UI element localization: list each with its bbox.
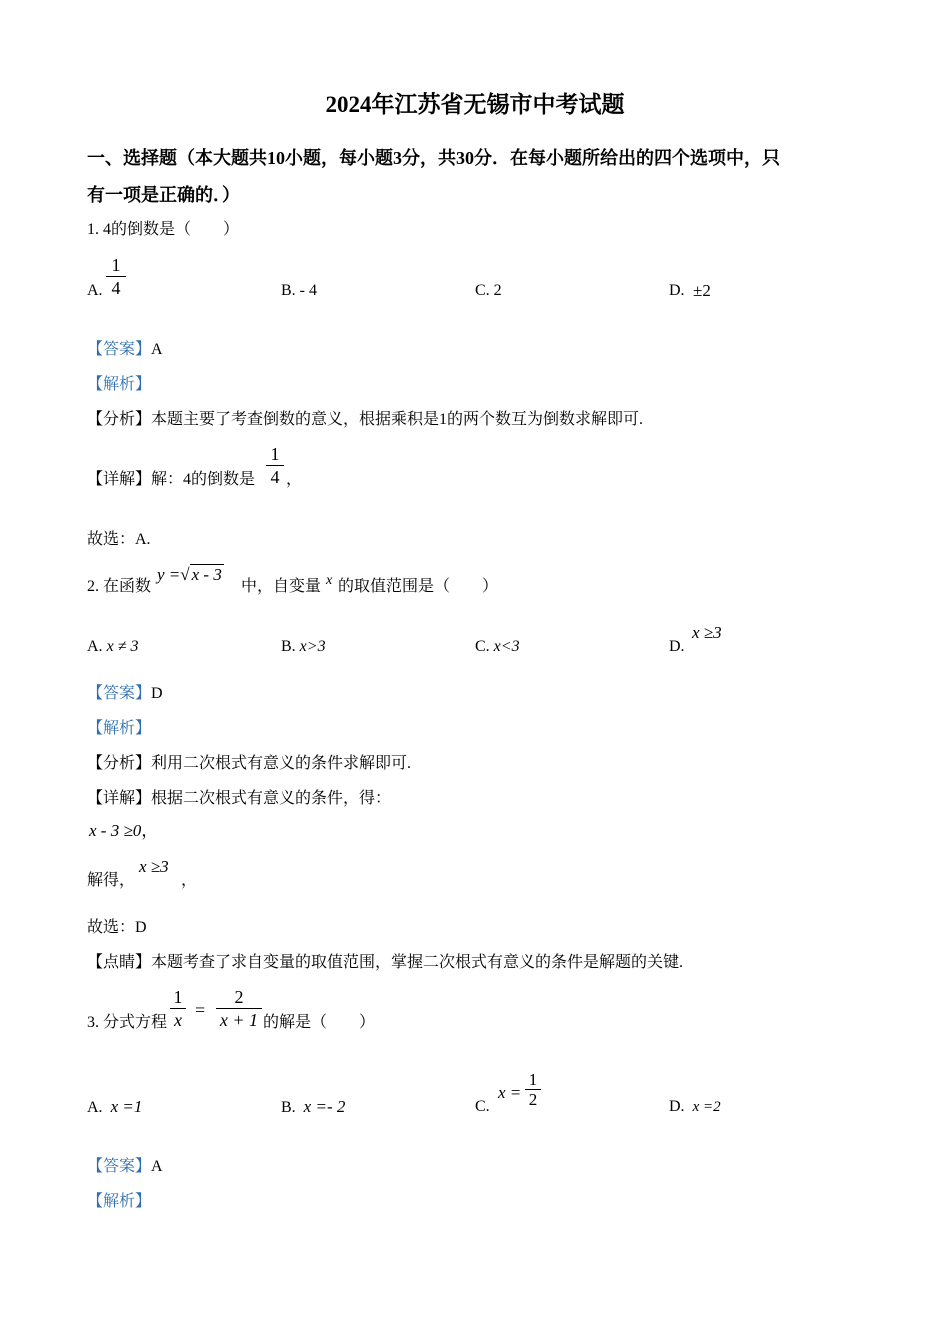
q3-lhs-fraction bbox=[170, 986, 186, 1031]
option-label: D. bbox=[669, 1098, 685, 1115]
answer-tag: 【答案】 bbox=[87, 1158, 152, 1175]
q2-option-b bbox=[281, 637, 326, 657]
dianjing-tag: 【点睛】 bbox=[87, 954, 152, 971]
q1-answer bbox=[87, 340, 163, 360]
fenxi-tag: 【分析】 bbox=[87, 411, 152, 428]
fraction-numerator: 1 bbox=[528, 1070, 538, 1089]
fenxi-tag: 【分析】 bbox=[87, 755, 152, 772]
q2-variable: x bbox=[326, 573, 333, 588]
q1-option-a-fraction bbox=[106, 254, 126, 299]
q1-analysis-tag: 【解析】 bbox=[87, 376, 152, 393]
q1-xiangjie bbox=[87, 470, 255, 490]
q3-option-c-lhs: x = bbox=[498, 1083, 522, 1102]
q2-answer bbox=[87, 684, 163, 704]
option-value: x ≠ 3 bbox=[106, 638, 139, 655]
q2-step1 bbox=[89, 821, 158, 841]
option-value: x<3 bbox=[493, 638, 520, 655]
answer-tag: 【答案】 bbox=[87, 341, 152, 358]
option-value: x>3 bbox=[299, 638, 326, 655]
q3-option-a bbox=[87, 1097, 142, 1118]
function-lhs: y = bbox=[157, 565, 181, 584]
q2-option-a bbox=[87, 637, 138, 657]
q2-function bbox=[157, 565, 224, 585]
answer-value: A bbox=[151, 1158, 163, 1175]
q2-step2-tail: ， bbox=[181, 872, 198, 889]
q3-stem-pre: 3. 分式方程 bbox=[87, 1014, 168, 1031]
q1-conclusion: 故选：A. bbox=[87, 531, 151, 548]
q2-stem-pre: 2. 在函数 bbox=[87, 578, 152, 595]
q2-fenxi bbox=[87, 754, 411, 774]
xiangjie-text: 解：4的倒数是 bbox=[151, 471, 256, 488]
section-heading-line1: 一、选择题（本大题共10小题，每小题3分，共30分．在每小题所给出的四个选项中，只 bbox=[87, 148, 780, 168]
q2-dianjing bbox=[87, 953, 683, 973]
xiangjie-tag: 【详解】 bbox=[87, 471, 152, 488]
option-value: x =1 bbox=[110, 1097, 143, 1116]
option-label: A. bbox=[87, 638, 103, 655]
fraction-numerator: 1 bbox=[270, 444, 280, 464]
q1-option-a-numerator: 1 bbox=[111, 255, 121, 275]
q1-option-a-denominator: 4 bbox=[111, 278, 121, 298]
option-label: B. bbox=[281, 638, 296, 655]
fraction-numerator: 2 bbox=[234, 987, 244, 1007]
q2-conclusion: 故选：D bbox=[87, 919, 147, 936]
fenxi-text: 本题主要了考查倒数的意义，根据乘积是1的两个数互为倒数求解即可. bbox=[151, 411, 644, 428]
q1-stem: 1. 4的倒数是（ ） bbox=[87, 221, 240, 238]
radical-sign: √ bbox=[180, 565, 190, 584]
page-title: 2024年江苏省无锡市中考试题 bbox=[325, 92, 625, 117]
fenxi-text: 利用二次根式有意义的条件求解即可. bbox=[151, 755, 412, 772]
q2-analysis-tag: 【解析】 bbox=[87, 720, 152, 737]
answer-value: D bbox=[151, 685, 163, 702]
q1-option-d-label: D. bbox=[669, 282, 685, 299]
q1-option-a-label: A. bbox=[87, 282, 103, 299]
q2-option-d-label: D. bbox=[669, 638, 685, 655]
inequality: x - 3 ≥0 bbox=[89, 821, 142, 840]
q2-option-c bbox=[475, 637, 520, 657]
fraction-numerator: 1 bbox=[173, 987, 183, 1007]
option-label: C. bbox=[475, 638, 490, 655]
section-heading-line2: 有一项是正确的．） bbox=[87, 185, 240, 205]
q2-stem-post: 的取值范围是（ ） bbox=[338, 578, 499, 595]
q3-option-d bbox=[669, 1097, 721, 1117]
q2-option-d-value: x ≥3 bbox=[692, 623, 722, 642]
answer-tag: 【答案】 bbox=[87, 685, 152, 702]
punctuation: ， bbox=[141, 821, 159, 840]
q3-option-c-fraction bbox=[525, 1070, 541, 1109]
fraction-denominator: 2 bbox=[528, 1090, 538, 1109]
q3-rhs-fraction bbox=[216, 986, 262, 1031]
q3-analysis-tag: 【解析】 bbox=[87, 1193, 152, 1210]
q2-stem-mid: 中，自变量 bbox=[241, 578, 322, 595]
q1-xiangjie-tail: ， bbox=[286, 471, 303, 488]
fraction-denominator: x bbox=[174, 1010, 182, 1030]
q3-option-c-label: C. bbox=[475, 1098, 490, 1115]
dianjing-text: 本题考查了求自变量的取值范围，掌握二次根式有意义的条件是解题的关键. bbox=[151, 954, 684, 971]
radicand: x - 3 bbox=[191, 565, 222, 584]
q2-step2: x ≥3 bbox=[139, 857, 169, 876]
q1-xiangjie-fraction bbox=[266, 443, 284, 488]
q3-stem-post: 的解是（ ） bbox=[263, 1014, 376, 1031]
q1-fenxi bbox=[87, 410, 643, 430]
answer-value: A bbox=[151, 341, 163, 358]
xiangjie-text: 根据二次根式有意义的条件，得： bbox=[151, 790, 392, 807]
xiangjie-tag: 【详解】 bbox=[87, 790, 152, 807]
option-value: x =2 bbox=[692, 1099, 721, 1115]
option-label: A. bbox=[87, 1099, 103, 1116]
q1-option-b: B. - 4 bbox=[281, 282, 317, 299]
q3-option-b bbox=[281, 1097, 345, 1118]
option-label: B. bbox=[281, 1099, 296, 1116]
q1-option-c: C. 2 bbox=[475, 282, 502, 299]
option-value: x =- 2 bbox=[303, 1097, 346, 1116]
q1-option-d-value: ±2 bbox=[693, 281, 711, 300]
q2-jiede: 解得， bbox=[87, 872, 136, 889]
q2-xiangjie bbox=[87, 789, 391, 809]
q3-answer bbox=[87, 1157, 163, 1177]
fraction-denominator: 4 bbox=[270, 467, 280, 487]
fraction-denominator: x + 1 bbox=[219, 1010, 259, 1030]
q3-equals: = bbox=[195, 1000, 206, 1020]
